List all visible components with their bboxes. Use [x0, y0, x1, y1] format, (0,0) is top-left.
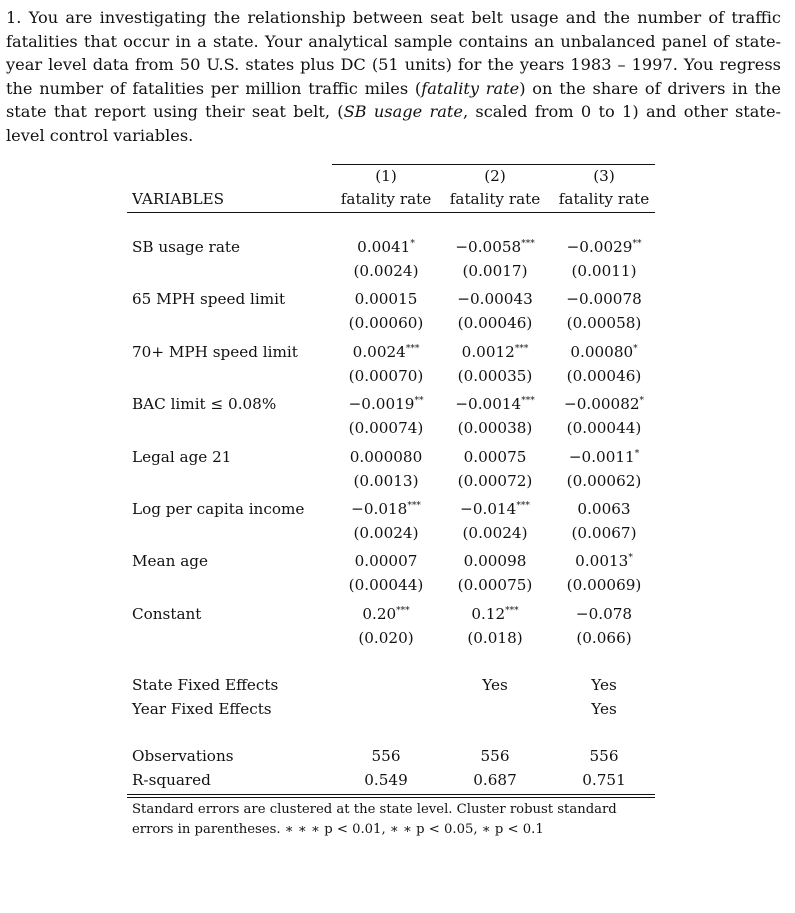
row-label: SB usage rate — [132, 238, 240, 256]
math-fatality-rate: fatality rate — [421, 78, 520, 98]
significance-stars: *** — [514, 343, 529, 354]
row-label: Constant — [132, 604, 202, 623]
column-header-2: fatality rate — [449, 190, 541, 208]
row-label: 70+ MPH speed limit — [132, 342, 298, 361]
coefficient: 0.00007 — [354, 552, 418, 571]
standard-error: (0.0011) — [571, 262, 637, 280]
standard-error: (0.00069) — [566, 576, 642, 595]
coefficient: −0.0058*** — [455, 238, 535, 256]
stat-label: R-squared — [132, 771, 211, 789]
standard-error: (0.018) — [467, 628, 523, 647]
coefficient: −0.0029** — [566, 238, 642, 256]
column-number-3: (3) — [593, 167, 615, 185]
significance-stars: * — [639, 396, 645, 407]
coefficient: 0.0012*** — [461, 342, 529, 361]
significance-stars: *** — [505, 605, 519, 616]
standard-error: (0.00075) — [457, 576, 533, 595]
row-label: 65 MPH speed limit — [132, 290, 286, 309]
coefficient: −0.0019** — [348, 395, 424, 414]
table-note-line-1: Standard errors are clustered at the state level. Cluster robust standard — [132, 802, 617, 817]
column-number-1: (1) — [375, 167, 397, 185]
stat-value: 0.549 — [364, 771, 408, 789]
standard-error: (0.00046) — [566, 366, 642, 385]
coefficient: −0.00082* — [563, 395, 645, 414]
standard-error: (0.0067) — [571, 524, 637, 542]
significance-stars: *** — [405, 343, 420, 354]
coefficient: 0.000080 — [349, 447, 423, 466]
standard-error: (0.0024) — [462, 524, 528, 542]
coefficient: −0.00043 — [457, 290, 533, 309]
coefficient: −0.0011* — [568, 447, 640, 466]
standard-error: (0.00038) — [457, 419, 533, 438]
stat-value: 0.751 — [582, 771, 626, 789]
coefficient: 0.00075 — [463, 447, 527, 466]
significance-stars: *** — [521, 396, 535, 407]
column-number-2: (2) — [484, 167, 506, 185]
bottom-rule — [127, 794, 655, 798]
coefficient: −0.078 — [575, 604, 633, 623]
significance-stars: *** — [516, 501, 530, 511]
standard-error: (0.0017) — [462, 262, 528, 280]
coefficient: 0.00015 — [354, 290, 418, 309]
fixed-effect-label: Year Fixed Effects — [132, 700, 272, 718]
standard-error: (0.00070) — [348, 366, 424, 385]
standard-error: (0.0013) — [353, 471, 419, 490]
row-label: Log per capita income — [132, 500, 305, 518]
standard-error: (0.00074) — [348, 419, 424, 438]
math-sb-usage-rate: SB usage rate — [343, 102, 463, 122]
top-rule — [332, 164, 655, 165]
standard-error: (0.0024) — [353, 262, 419, 280]
question-part-3: , scaled from 0 to 1) and other state-level control variables. — [6, 102, 781, 145]
header-rule — [127, 212, 655, 213]
question-part-2: ) on the share of drivers in the state that report using their seat belt, ( — [6, 78, 781, 122]
standard-error: (0.00072) — [457, 471, 533, 490]
stat-value: 0.687 — [473, 771, 517, 789]
stat-value: 556 — [371, 747, 401, 765]
question-part-1: 1. You are investigating the relationship between seat belt usage and the number of traffic fatalities that occur in a state. Your analytical sample contains an unbalanced panel of state-year level data from 50 U.S. states plus DC (51 units) for the years 1983 – 1997. You regress the number of fatalities per million traffic miles ( — [6, 8, 781, 98]
standard-error: (0.00060) — [348, 314, 424, 333]
column-header-1: fatality rate — [340, 190, 432, 208]
stat-value: 556 — [589, 747, 619, 765]
coefficient: 0.0063 — [577, 500, 631, 518]
row-label: BAC limit ≤ 0.08% — [132, 395, 277, 414]
fixed-effect-label: State Fixed Effects — [132, 676, 279, 694]
standard-error: (0.020) — [358, 628, 414, 647]
coefficient: −0.00078 — [566, 290, 642, 309]
coefficient: 0.12*** — [471, 604, 519, 623]
variables-header: VARIABLES — [132, 190, 225, 208]
significance-stars: ** — [414, 396, 424, 407]
standard-error: (0.00062) — [566, 471, 642, 490]
significance-stars: * — [633, 343, 638, 354]
standard-error: (0.00058) — [566, 314, 642, 333]
coefficient: 0.00098 — [463, 552, 527, 571]
coefficient: 0.00080* — [570, 342, 638, 361]
fixed-effect-value: Yes — [591, 700, 617, 718]
coefficient: 0.20*** — [362, 604, 410, 623]
coefficient: −0.0014*** — [455, 395, 535, 414]
stat-label: Observations — [132, 747, 234, 765]
significance-stars: *** — [521, 239, 535, 249]
standard-error: (0.00044) — [566, 419, 642, 438]
column-header-3: fatality rate — [558, 190, 650, 208]
significance-stars: * — [628, 553, 633, 564]
row-label: Mean age — [132, 552, 208, 571]
row-label: Legal age 21 — [132, 447, 232, 466]
coefficient: 0.0041* — [357, 238, 415, 256]
coefficient: −0.014*** — [460, 500, 530, 518]
coefficient: −0.018*** — [351, 500, 421, 518]
significance-stars: * — [634, 448, 640, 459]
significance-stars: ** — [632, 239, 642, 249]
question-text — [6, 6, 781, 148]
standard-error: (0.00046) — [457, 314, 533, 333]
standard-error: (0.00035) — [457, 366, 533, 385]
standard-error: (0.00044) — [348, 576, 424, 595]
coefficient: 0.0013* — [575, 552, 633, 571]
significance-stars: *** — [407, 501, 421, 511]
stat-value: 556 — [480, 747, 510, 765]
coefficient: 0.0024*** — [352, 342, 420, 361]
table-note-line-2: errors in parentheses. ∗ ∗ ∗ p < 0.01, ∗ ∗ p < 0.05, ∗ p < 0.1 — [132, 822, 544, 837]
significance-stars: * — [410, 239, 415, 249]
fixed-effect-value: Yes — [591, 676, 617, 694]
standard-error: (0.0024) — [353, 524, 419, 542]
fixed-effect-value: Yes — [482, 676, 508, 694]
standard-error: (0.066) — [576, 628, 632, 647]
significance-stars: *** — [396, 605, 410, 616]
